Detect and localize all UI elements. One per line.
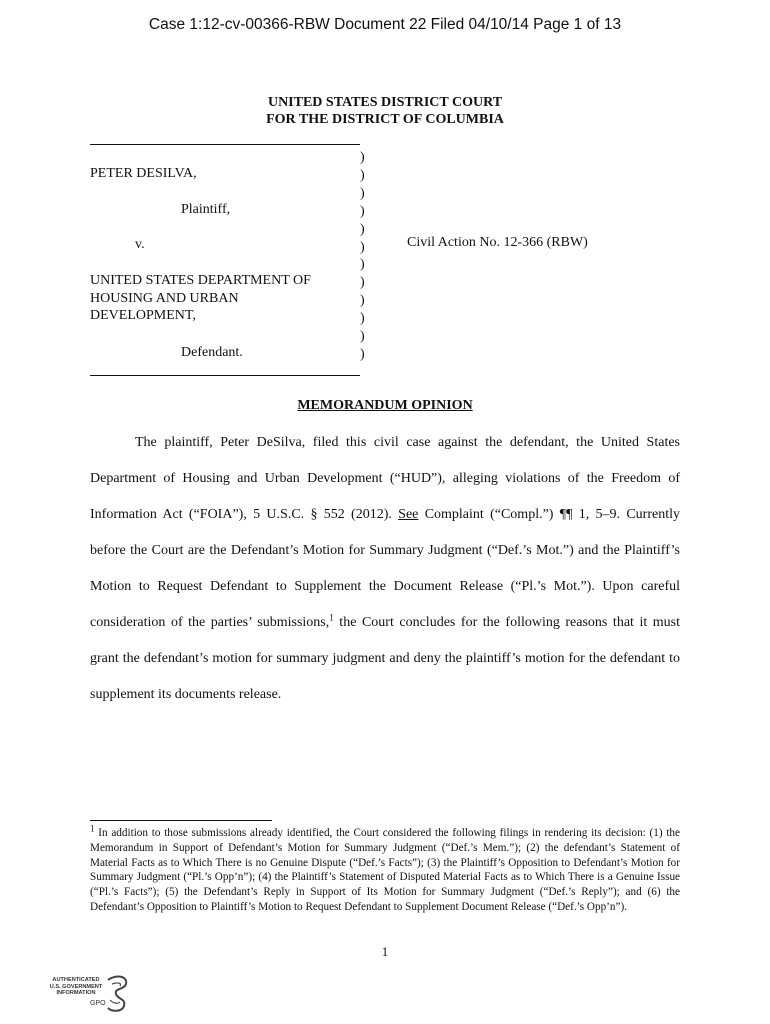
- page-number: 1: [381, 944, 389, 959]
- footnote-rule: [90, 820, 272, 821]
- footnote-marker: 1: [90, 823, 95, 834]
- see-signal: See: [398, 507, 419, 522]
- opinion-paragraph: The plaintiff, Peter DeSilva, filed this civil case against the defendant, the United States Department of Housing and Urban Development (“HUD”), alleging violations of the Freedom of Information Act (“FOIA”), 5 U.S.C. § 552 (2012). See Complaint (“Compl.”) ¶¶ 1, 5–9. Currently before the Court are the Defendant’s Motion for Summary Judgment (“Def.’s Mot.”) and the Plaintiff’s Motion to Request Defendant to Supplement the Document Release (“Pl.’s Mot.”). Upon careful consideration of the parties’ submissions,$^1$ the Court concludes for the following reasons that it must grant the defendant’s motion for summary judgment and deny the plaintiff’s motion for the defendant to supplement its documents release.: [90, 435, 681, 702]
- defendant-name-line1: UNITED STATES DEPARTMENT OF: [90, 273, 311, 288]
- caption-top-rule: [90, 144, 360, 145]
- eagle-icon: [104, 974, 130, 1014]
- caption-parentheses: ) ) ) ) ) ) ) ) ) ) ) ): [360, 150, 365, 362]
- defendant-name-line2: HOUSING AND URBAN: [90, 291, 239, 306]
- court-name: UNITED STATES DISTRICT COURT: [267, 95, 503, 110]
- gpo-word: GPO: [90, 1000, 106, 1007]
- defendant-label: Defendant.: [181, 345, 243, 360]
- civil-action-number: Civil Action No. 12-366 (RBW): [407, 235, 588, 250]
- versus: v.: [135, 237, 145, 252]
- footnote-text: In addition to those submissions already identified, the Court considered the following filings in rendering its decision: (1) the Memorandum in Support of Defendant’s Motion for Summary Judgment (“Def.’s Mem.”); (2) the defendant’s Statement of Material Facts as to Which There is no Genuine Dispute (“Def.’s Facts”); (3) the Plaintiff’s Opposition to Defendant’s Motion for Summary Judgment (“Pl.’s Opp’n”); (4) the Plaintiff’s Statement of Disputed Material Facts as to Which There is a Genuine Issue (“Pl.’s Facts”); (5) the Defendant’s Reply in Support of Its Motion for Summary Judgment (“Def.’s Reply”); and (6) the Defendant’s Opposition to Plaintiff’s Motion to Request Defendant to Supplement Document Release (“Def.’s Opp’n”).: [90, 827, 680, 913]
- plaintiff-label: Plaintiff,: [181, 202, 231, 217]
- court-heading: [0, 94, 770, 128]
- defendant-name-line3: DEVELOPMENT,: [90, 308, 196, 323]
- case-header: Case 1:12-cv-00366-RBW Document 22 Filed 04/10/14 Page 1 of 13: [148, 16, 622, 33]
- gpo-seal: [44, 974, 130, 1016]
- footnote: [90, 823, 680, 915]
- court-district: FOR THE DISTRICT OF COLUMBIA: [266, 112, 504, 127]
- footnote-reference[interactable]: 1: [329, 612, 334, 623]
- opinion-title: MEMORANDUM OPINION: [297, 398, 473, 413]
- gpo-seal-text: AUTHENTICATED U.S. GOVERNMENT INFORMATION: [49, 977, 103, 997]
- plaintiff-name: PETER DESILVA,: [90, 166, 197, 181]
- caption-bottom-rule: [90, 375, 360, 376]
